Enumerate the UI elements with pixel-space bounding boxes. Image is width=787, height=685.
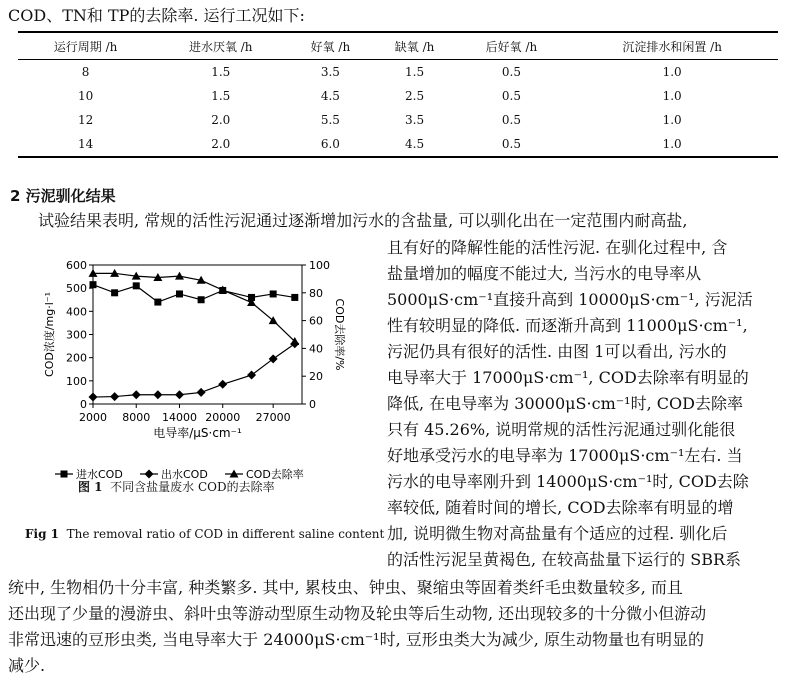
table-cell: 8 [81, 65, 90, 79]
right-tick-label: 0 [309, 398, 316, 411]
y-left-axis-label: COD浓度/mg·l⁻¹ [43, 292, 56, 377]
point-influent-cod [198, 296, 205, 303]
section-heading: 2 污泥驯化结果 [10, 187, 116, 205]
table-header-cell: 沉淀排水和闲置 /h [622, 39, 722, 54]
table-cell: 1.0 [662, 113, 682, 127]
paragraph-line: 试验结果表明, 常规的活性污泥通过逐渐增加污水的含盐量, 可以驯化出在一定范围内耐高盐, [38, 211, 688, 230]
series-line-removal-rate [93, 273, 295, 341]
point-effluent-cod [269, 354, 278, 363]
right-tick-label: 80 [309, 286, 323, 300]
table-header-cell: 后好氧 /h [485, 39, 538, 54]
right-tick-label: 40 [309, 342, 323, 356]
paragraph-line: 还出现了少量的漫游虫、斜叶虫等游动型原生动物及轮虫等后生动物, 还出现较多的十分微小但游动 [8, 604, 707, 623]
point-effluent-cod [89, 393, 98, 402]
table-cell: 1.0 [662, 137, 682, 151]
top-line: COD、TN和 TP的去除率. 运行工况如下: [8, 6, 305, 25]
x-tick-label: 2000 [79, 411, 107, 424]
figure-label-en: Fig 1 [25, 527, 59, 541]
table-cell: 4.5 [320, 89, 340, 103]
table-header-cell: 缺氧 /h [394, 39, 435, 54]
point-influent-cod [133, 282, 140, 289]
right-tick-label: 60 [309, 314, 323, 328]
table-header-cell: 进水厌氧 /h [188, 39, 253, 54]
table-cell: 1.5 [211, 89, 231, 103]
left-tick-label: 400 [66, 305, 87, 319]
table-cell: 4.5 [405, 137, 425, 151]
cod-removal-chart [35, 255, 365, 510]
paragraph-line: 污泥仍具有很好的活性. 由图 1可以看出, 污水的 [387, 342, 727, 361]
point-influent-cod [154, 299, 161, 306]
table-cell: 1.5 [405, 65, 425, 79]
paragraph-line: 降低, 在电导率为 30000μS·cm⁻¹时, COD去除率 [387, 394, 743, 413]
table-cell: 3.5 [405, 113, 425, 127]
table-cell: 1.0 [662, 65, 682, 79]
paragraph-line: 统中, 生物相仍十分丰富, 种类繁多. 其中, 累枝虫、钟虫、聚缩虫等固着类纤毛虫数量较多, 而且 [8, 578, 683, 597]
point-effluent-cod [197, 388, 206, 397]
table-cell: 3.5 [320, 65, 340, 79]
right-tick-label: 20 [309, 370, 323, 384]
paragraph-line: 性有较明显的降低. 而逐渐升高到 11000μS·cm⁻¹, [387, 316, 748, 335]
left-tick-label: 0 [80, 398, 87, 411]
series-line-effluent-cod [93, 344, 295, 397]
left-tick-label: 100 [66, 374, 87, 388]
point-effluent-cod [110, 392, 119, 401]
x-axis-label: 电导率/μS·cm⁻¹ [153, 426, 242, 440]
figure-title-cn: 不同含盐量废水 COD的去除率 [110, 480, 275, 494]
table-cell: 6.0 [320, 137, 340, 151]
table-cell: 12 [77, 113, 94, 127]
point-influent-cod [291, 294, 298, 301]
point-effluent-cod [247, 371, 256, 380]
paragraph-line: 的活性污泥呈黄褐色, 在较高盐量下运行的 SBR系 [387, 550, 742, 569]
table-cell: 0.5 [501, 137, 521, 151]
paragraph-line: 非常迅速的豆形虫类, 当电导率大于 24000μS·cm⁻¹时, 豆形虫类大为减少, 原生动物量也有明显的 [8, 630, 704, 649]
x-tick-label: 27000 [255, 411, 291, 424]
x-tick-label: 8000 [122, 411, 151, 424]
point-influent-cod [90, 281, 97, 288]
table-cell: 0.5 [501, 65, 521, 79]
table-cell: 0.5 [501, 113, 521, 127]
table-cell: 0.5 [501, 89, 521, 103]
table-header-cell: 好氧 /h [310, 39, 351, 54]
left-tick-label: 300 [66, 328, 87, 342]
left-tick-label: 200 [66, 351, 87, 365]
table-row [18, 84, 778, 108]
figure-caption-cn [78, 478, 275, 495]
point-effluent-cod [218, 380, 227, 389]
point-effluent-cod [153, 390, 162, 399]
x-tick-label: 14000 [161, 411, 197, 424]
table-header-row [18, 32, 778, 60]
paragraph-line: 污水的电导率刚升到 14000μS·cm⁻¹时, COD去除 [387, 472, 749, 491]
paragraph-line: 5000μS·cm⁻¹直接升高到 10000μS·cm⁻¹, 污泥活 [387, 290, 753, 309]
point-influent-cod [176, 290, 183, 297]
left-tick-label: 600 [66, 259, 87, 272]
paragraph-line: 加, 说明微生物对高盐量有个适应的过程. 驯化后 [387, 524, 728, 543]
paragraph-line: 率较低, 随着时间的增长, COD去除率有明显的增 [387, 498, 734, 517]
paragraph-line: 只有 45.26%, 说明常规的活性污泥通过驯化能很 [387, 420, 736, 439]
operating-conditions-table [18, 31, 778, 158]
paragraph-line: 盐量增加的幅度不能过大, 当污水的电导率从 [387, 264, 702, 283]
table-row [18, 132, 778, 157]
table-cell: 5.5 [320, 113, 340, 127]
table-cell: 2.0 [211, 113, 231, 127]
figure-title-en: The removal ratio of COD in different saline content [66, 527, 385, 541]
legend-effluent-cod-label: 出水COD [161, 468, 208, 481]
y-right-axis-label: COD去除率/% [333, 298, 346, 371]
legend-removal-rate-label: COD去除率 [246, 468, 304, 481]
table-row [18, 60, 778, 85]
x-tick-label: 20000 [205, 411, 241, 424]
table-cell: 10 [77, 89, 94, 103]
point-influent-cod [270, 290, 277, 297]
table-cell: 2.5 [405, 89, 425, 103]
paragraph-line: 且有好的降解性能的活性污泥. 在驯化过程中, 含 [387, 238, 728, 257]
table-row [18, 108, 778, 132]
plot-frame [93, 265, 302, 404]
table-cell: 1.0 [662, 89, 682, 103]
table-header-cell: 运行周期 /h [53, 39, 118, 54]
paragraph-line: 电导率大于 17000μS·cm⁻¹, COD去除率有明显的 [387, 368, 749, 387]
figure-label-cn: 图 1 [78, 480, 103, 494]
table-cell: 14 [77, 137, 94, 151]
paragraph-line: 好地承受污水的电导率为 17000μS·cm⁻¹左右. 当 [387, 446, 743, 465]
point-removal-rate [175, 272, 184, 280]
table-cell: 2.0 [211, 137, 231, 151]
table-cell: 1.5 [211, 65, 231, 79]
left-tick-label: 500 [66, 282, 87, 296]
point-effluent-cod [175, 390, 184, 399]
figure-caption-en [25, 527, 384, 541]
legend-influent-cod-marker [61, 471, 68, 478]
point-effluent-cod [132, 390, 141, 399]
paragraph-line: 减少. [8, 656, 46, 675]
right-tick-label: 100 [309, 259, 330, 272]
legend-influent-cod-label: 进水COD [76, 468, 123, 481]
series-line-influent-cod [93, 285, 295, 302]
point-influent-cod [111, 289, 118, 296]
